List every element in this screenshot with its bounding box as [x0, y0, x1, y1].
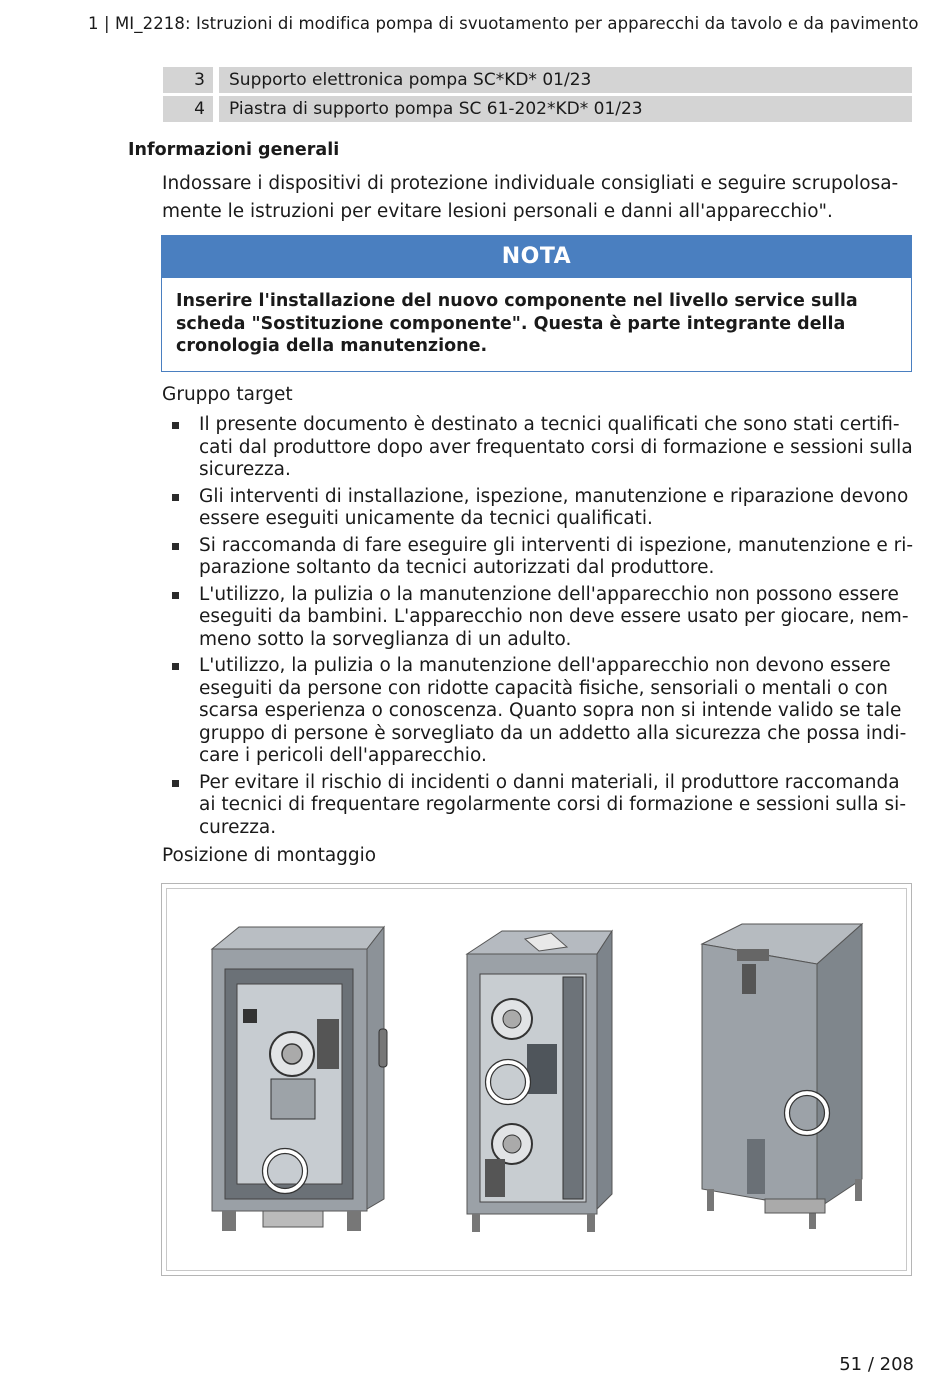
list-item: Il presente documento è destinato a tecnici qualificati che sono stati certificati dal produttore dopo aver frequentato corsi di formazione e sessioni sulla sicurezza. [172, 414, 914, 482]
table-row [163, 96, 912, 122]
mounting-figure [161, 883, 912, 1276]
note-box [161, 235, 912, 372]
floor-appliance-open-image [467, 931, 612, 1232]
bullet-icon [172, 663, 179, 670]
bullet-icon [172, 494, 179, 501]
target-group-label: Gruppo target [162, 384, 293, 405]
parts-table [163, 64, 912, 125]
part-description: Supporto elettronica pompa SC*KD* 01/23 [219, 67, 912, 93]
page-header: 1 | MI_2218: Istruzioni di modifica pompa di svuotamento per apparecchi da tavolo e da pavimento [88, 14, 919, 33]
part-number: 4 [163, 96, 213, 122]
section-title: Informazioni generali [128, 140, 340, 160]
bullet-icon [172, 592, 179, 599]
tabletop-appliance-image [212, 927, 387, 1231]
list-item: L'utilizzo, la pulizia o la manutenzione dell'apparecchio non devono essere eseguiti da persone con ridotte capacità fisiche, sensoriali o mentali o con scarsa esperienza o conoscenza. Quanto sopra non si intende valido se tale gruppo di persone è sorvegliato da un addetto alla sicurezza che possa indicare i pericoli dell'apparecchio. [172, 655, 914, 768]
list-item: Gli interventi di installazione, ispezione, manutenzione e riparazione devono essere eseguiti unicamente da tecnici qualificati. [172, 486, 914, 531]
note-body: Inserire l'installazione del nuovo componente nel livello service sulla scheda "Sostituzione componente". Questa è parte integrante della cronologia della manutenzione. [176, 291, 858, 356]
page-number: 51 / 208 [839, 1354, 914, 1375]
bullet-icon [172, 543, 179, 550]
part-description: Piastra di supporto pompa SC 61-202*KD* 01/23 [219, 96, 912, 122]
bullet-icon [172, 422, 179, 429]
intro-paragraph: Indossare i dispositivi di protezione individuale consigliati e seguire scrupolosamente le istruzioni per evitare lesioni personali e danni all'apparecchio". [162, 173, 899, 222]
bullet-icon [172, 780, 179, 787]
note-title: NOTA [162, 236, 911, 278]
list-item: Per evitare il rischio di incidenti o danni materiali, il produttore raccomanda ai tecnici di frequentare regolarmente corsi di formazione e sessioni sulla sicurezza. [172, 772, 914, 840]
part-number: 3 [163, 67, 213, 93]
appliances-illustration [167, 889, 908, 1272]
list-item: Si raccomanda di fare eseguire gli interventi di ispezione, manutenzione e riparazione soltanto da tecnici autorizzati dal produttore. [172, 535, 914, 580]
floor-appliance-closed-image [702, 924, 862, 1229]
list-item: L'utilizzo, la pulizia o la manutenzione dell'apparecchio non possono essere eseguiti da bambini. L'apparecchio non deve essere usato per giocare, nemmeno sotto la sorveglianza di un adulto. [172, 584, 914, 652]
table-row [163, 67, 912, 93]
mounting-position-label: Posizione di montaggio [162, 845, 377, 866]
target-list [172, 414, 914, 843]
